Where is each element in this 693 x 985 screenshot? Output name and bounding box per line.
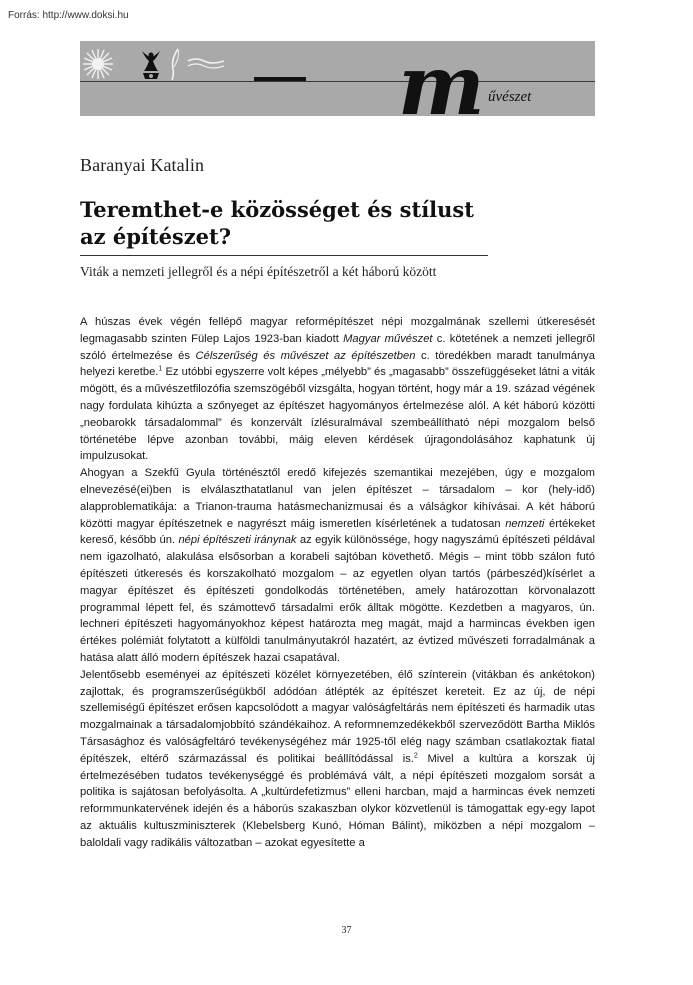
emphasis-text: népi építészeti iránynak xyxy=(178,534,297,547)
dancer-figure-icon xyxy=(138,47,164,81)
wave-ornament-icon xyxy=(186,47,226,81)
source-note: Forrás: http://www.doksi.hu xyxy=(8,10,129,21)
footnote-marker: 2 xyxy=(413,751,418,759)
section-initial: m xyxy=(398,41,481,116)
paragraph-text: az egyik különössége, hogy nagyszámú építészeti példával nem igazolható, alakulása elsősorban a korabeli sajtóban követhető. Mégis – mint több szálon futó építészeti útkeresés és korszakolható mozgalom – az egyetlen olyan tartós (párbeszéd)kísérlet a magyar építészet és építészeti gondolkodás történetében, amely határozottan körvonalazott programmal lépett fel, és számottevő társadalmi erők álltak mögötte. Kezdetben a magyaros, ún. lechneri építészeti hagyományokhoz képest határozta meg magát, majd a harmincas években igen értékes polémiát folytatott a külföldi tanulmányutakról hazatért, az évtized művészeti forradalmának a hatása alatt álló modern építészek hazai csapatával. xyxy=(80,534,596,664)
footnote-marker: 1 xyxy=(158,365,163,373)
emphasis-text: Célszerűség és művészet az építészetben xyxy=(195,349,416,362)
body-paragraph xyxy=(80,465,595,667)
article-body xyxy=(80,314,595,852)
body-paragraph xyxy=(80,667,595,852)
emphasis-text: nemzeti xyxy=(505,517,545,530)
sun-icon xyxy=(80,47,116,81)
paragraph-text: Ahogyan a Szekfű Gyula történésztől eredő kifejezés szemantikai mezejében, úgy e mozgalom elnevezésé(ei)ben is elválaszthatatlanul van jelen építészet – társadalom – kor (hely-idő) alapproblematikája: a Trianon-trauma hatásmechanizmusai és a válságkor kihívásai. A két háború közötti magyar építészetnek e nagyrészt máig ismeretlen kísérletének a tudatosan xyxy=(80,467,595,530)
section-banner xyxy=(80,41,595,116)
body-paragraph xyxy=(80,314,595,465)
article-title: Teremthet-e közösséget és stílust az építészet? xyxy=(80,197,474,249)
emphasis-text: Magyar művészet xyxy=(343,332,433,345)
page-number: 37 xyxy=(341,925,352,936)
paragraph-text: Mivel a kultúra a korszak új értelmezésében tudatos tevékenységgé és problémává vált, a népi építészeti mozgalom sorsát a politika is sajátosan befolyásolta. A „kultúrdefetizmus” elleni harcban, majd a harmincas évek nemzeti reformmunkatervének idején és a háborús szakaszban olykor közvetlenül is támogattak egy-egy lapot az aktuális kultuszminiszterek (Klebelsberg Kunó, Hóman Bálint), miközben a népi mozgalom – baloldali vagy radikális változatban – azokat egyesítette a xyxy=(80,752,595,849)
section-name: űvészet xyxy=(488,89,532,105)
paragraph-text: Ez utóbbi egyszerre volt képes „mélyebb” és „magasabb” összefüggéseket látni a viták mögött, és a művészetfilozófia szemszögéből vizsgálta, hogyan történt, hogy már a 19. század végének nagy fordulata kihúzta a szőnyeget az építészet hagyományos értelmezése alól. A két háború közötti „neobarokk társadalommal” és konzervált ízlésuralmával szembeállítható népi mozgalom belső történetébe lépve azonban további, máig eleven kérdések újragondolásához kaphatunk új impulzusokat. xyxy=(80,366,595,463)
paragraph-text: c. töredékben maradt tanulmánya helyezi keretbe. xyxy=(80,349,595,379)
paragraph-text: értékeket kereső, később ún. xyxy=(80,517,595,547)
paragraph-text: A húszas évek végén fellépő magyar reformépítészet népi mozgalmának szellemi útkeresését legmagasabb szinten Fülep Lajos 1923-ban kiadott xyxy=(80,316,595,345)
article-author: Baranyai Katalin xyxy=(80,155,205,175)
banner-dash xyxy=(254,77,306,81)
paragraph-text: Jelentősebb eseményei az építészeti közélet környezetében, élő színterein (vitákban és ankétokon) zajlottak, és programszerűségükből adódóan átlépték az építészet kereteit. Ez az új, de népi szellemiségű építészet erősen kapcsolódott a magyar valóságfeltárás nem építészeti és harmadik utas mozgalmainak a társadalomjobbító szándékaihoz. A reformnemzedékekből szerveződött Bartha Miklós Társasághoz és valóságfeltáró tevékenységéhez már 1925-től elég nagy számban csatlakoztak fiatal építészek, eltérő származással és politikai beállítódással is. xyxy=(80,668,595,765)
feather-icon xyxy=(168,47,182,81)
paragraph-text: c. kötetének a nemzeti jellegről szóló értelmezése és xyxy=(80,332,595,362)
article-subtitle: Viták a nemzeti jellegről és a népi építészetről a két háború között xyxy=(80,264,437,279)
title-divider xyxy=(80,255,488,256)
banner-rule xyxy=(80,81,595,82)
